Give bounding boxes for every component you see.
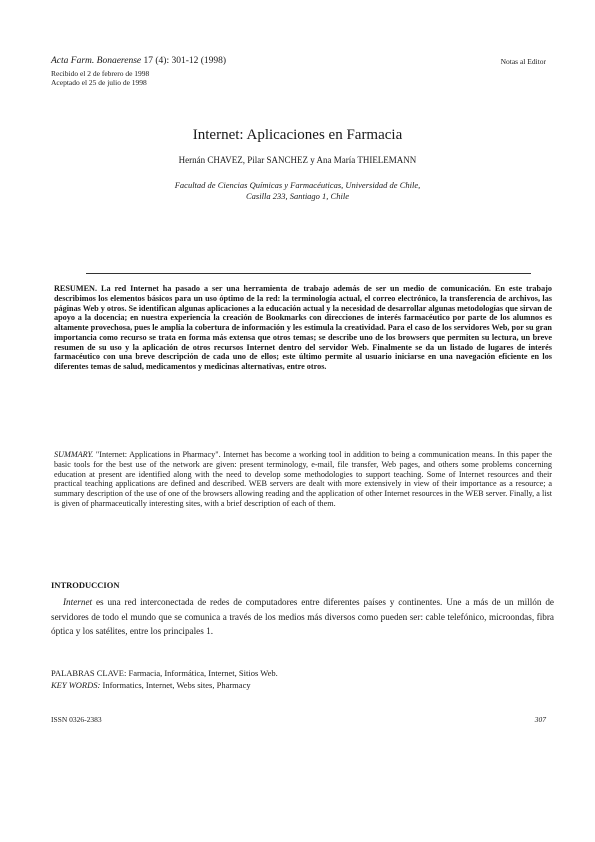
affiliation-line-1: Facultad de Ciencias Químicas y Farmacéuticas, Universidad de Chile,	[174, 180, 421, 190]
summary-label: SUMMARY.	[54, 450, 94, 459]
keywords-en-text: Informatics, Internet, Webs sites, Pharmacy	[100, 680, 251, 690]
keywords-en-label: KEY WORDS:	[51, 680, 101, 690]
intro-text: es una red interconectada de redes de computadores entre diferentes países y continentes. Une a más de un millón de servidores de todo el mundo que se comunica a través de los medios más diversos como pueden ser: cable telefónico, microondas, fibra óptica y los satélites, entre los principales 1.	[51, 597, 554, 636]
affiliation-line-2: Casilla 233, Santiago 1, Chile	[246, 191, 349, 201]
section-heading-introduction: INTRODUCCION	[51, 580, 120, 590]
journal-ref: 17 (4): 301-12 (1998)	[141, 56, 227, 66]
abstract-en	[54, 450, 552, 509]
divider	[86, 273, 531, 274]
abstract-text: La red Internet ha pasado a ser una herramienta de trabajo además de ser un medio de comunicación. En este trabajo describimos los elementos básicos para un uso óptimo de la red: la terminología actual, el correo electrónico, la transferencia de archivos, las páginas Web y otros. Se identifican algunas aplicaciones a la educación actual y la necesidad de desarrollar algunas metodologías que sirvan de apoyo a la docencia; en nuestra experiencia la creación de Bookmarks con direcciones de interés farmacéutico por parte de los alumnos es altamente provechosa, pues le amplía la cobertura de información y les estimula la creatividad. Para el caso de los servidores Web, por su gran importancia como recurso se trata en forma más extensa que otros temas; se describe uno de los browsers que permiten su lectura, un breve resumen de su uso y la aplicación de otros recursos Internet dentro del servidor Web. Finalmente se da un listado de lugares de interés farmacéutico con una breve descripción de cada uno de ellos; este último permite al usuario iniciarse en una navegación eficiente en los diferentes temas de salud, medicamentos y medicinas alternativas, entre otros.	[54, 284, 552, 371]
intro-term: Internet	[63, 597, 93, 607]
issn: ISSN 0326-2383	[51, 715, 102, 724]
accepted-date: Aceptado el 25 de julio de 1998	[51, 78, 147, 87]
keywords-en	[51, 680, 251, 690]
section-tag: Notas al Editor	[500, 57, 546, 66]
abstract-label: RESUMEN.	[54, 284, 97, 293]
summary-text: "Internet: Applications in Pharmacy". Internet has become a working tool in addition to being a communication means. In this paper the basic tools for the best use of the network are given: present terminology, e-mail, file transfer, Web pages, and others some problems concerning education at present are identified along with the need to develop some methodologies to support teaching. Some of Internet resources and their practical teaching applications are defined and described. WEB servers are dealt with more extensively in view of their importance as a resource; a summary description of the use of one of the browsers allowing reading and the application of other Internet resources in the WEB server. Finally, a list is given of pharmaceutically interesting sites, with a brief description of each of them.	[54, 450, 552, 508]
abstract-es	[54, 284, 552, 372]
received-date: Recibido el 2 de febrero de 1998	[51, 69, 150, 78]
keywords-es: PALABRAS CLAVE: Farmacia, Informática, Internet, Sitios Web.	[51, 668, 278, 678]
page-number: 307	[534, 715, 546, 724]
affiliation	[0, 180, 595, 202]
introduction-paragraph	[51, 595, 554, 639]
journal-citation	[51, 56, 226, 66]
paper-title: Internet: Aplicaciones en Farmacia	[192, 127, 403, 143]
authors: Hernán CHAVEZ, Pilar SANCHEZ y Ana María THIELEMANN	[178, 155, 417, 165]
journal-name: Acta Farm. Bonaerense	[51, 56, 142, 66]
